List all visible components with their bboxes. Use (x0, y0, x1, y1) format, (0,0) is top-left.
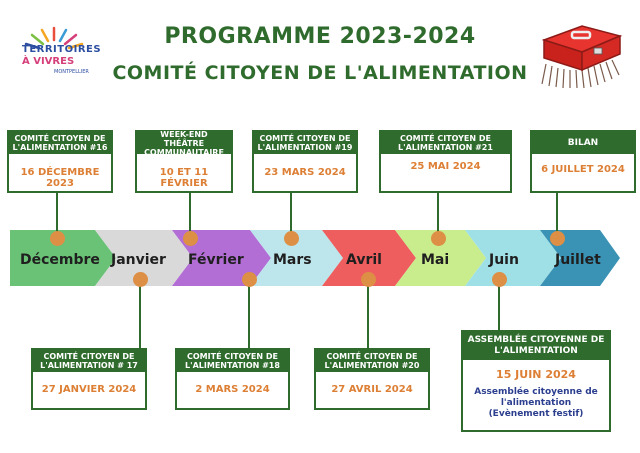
event-date: 16 DÉCEMBRE 2023 (20, 167, 100, 189)
event-date: 23 MARS 2024 (264, 167, 346, 178)
event-dot (284, 231, 299, 246)
connector-line (139, 280, 141, 350)
event-date: 27 AVRIL 2024 (331, 384, 413, 395)
event-title: COMITÉ CITOYEN DE L'ALIMENTATION #16 (9, 132, 111, 154)
event-card-top (135, 130, 233, 193)
month-label-mars: Mars (273, 252, 312, 268)
event-description: Assemblée citoyenne de l'alimentation (Evènement festif) (474, 387, 598, 419)
event-card-top (530, 130, 636, 193)
event-card-bottom (175, 348, 290, 410)
event-title: COMITÉ CITOYEN DE L'ALIMENTATION #21 (381, 132, 510, 154)
event-card-bottom (31, 348, 147, 410)
logo-text-line3: MONTPELLIER (54, 69, 89, 75)
connector-line (248, 280, 250, 350)
event-dot (133, 272, 148, 287)
page-title: PROGRAMME 2023-2024 (164, 24, 476, 49)
connector-line (290, 192, 292, 232)
cash-box-icon (536, 12, 628, 90)
page-subtitle: COMITÉ CITOYEN DE L'ALIMENTATION (112, 62, 528, 84)
event-title: COMITÉ CITOYEN DE L'ALIMENTATION #19 (254, 132, 356, 154)
month-label-avril: Avril (346, 252, 382, 268)
event-card-top (252, 130, 358, 193)
event-dot (431, 231, 446, 246)
month-label-mai: Mai (421, 252, 450, 268)
connector-line (189, 192, 191, 232)
event-date: 2 MARS 2024 (195, 384, 270, 395)
event-title: COMITÉ CITOYEN DE L'ALIMENTATION #18 (177, 350, 288, 372)
connector-line (556, 192, 558, 232)
event-dot (361, 272, 376, 287)
connector-line (56, 192, 58, 232)
month-label-decembre: Décembre (20, 252, 100, 268)
month-label-juillet: Juillet (555, 252, 601, 268)
event-date: 15 JUIN 2024 (496, 368, 576, 381)
timeline-band (10, 230, 620, 286)
month-label-fevrier: Février (188, 252, 244, 268)
event-dot (550, 231, 565, 246)
event-title: COMITÉ CITOYEN DE L'ALIMENTATION # 17 (33, 350, 145, 372)
event-date: 6 JUILLET 2024 (541, 164, 625, 175)
event-dot (242, 272, 257, 287)
month-label-juin: Juin (489, 252, 519, 268)
event-dot (492, 272, 507, 287)
connector-line (498, 280, 500, 332)
event-title: BILAN (532, 132, 634, 154)
connector-line (437, 192, 439, 232)
event-card-top (379, 130, 512, 193)
connector-line (367, 280, 369, 350)
event-card-bottom-featured (461, 330, 611, 432)
month-label-janvier: Janvier (111, 252, 166, 268)
event-title: WEEK-END THÉÂTRE COMMUNAUTAIRE (137, 132, 231, 154)
event-date: 10 ET 11 FÉVRIER (159, 167, 209, 189)
event-card-bottom (314, 348, 430, 410)
event-card-top (7, 130, 113, 193)
event-title: ASSEMBLÉE CITOYENNE DE L'ALIMENTATION (463, 332, 609, 360)
territoires-logo (14, 22, 102, 80)
event-dot (50, 231, 65, 246)
logo-text-line2: À VIVRES (22, 56, 75, 67)
event-date: 25 MAI 2024 (410, 161, 481, 172)
event-date: 27 JANVIER 2024 (41, 384, 137, 395)
event-title: COMITÉ CITOYEN DE L'ALIMENTATION #20 (316, 350, 428, 372)
logo-text-line1: TERRITOIRES (22, 44, 102, 55)
event-dot (183, 231, 198, 246)
